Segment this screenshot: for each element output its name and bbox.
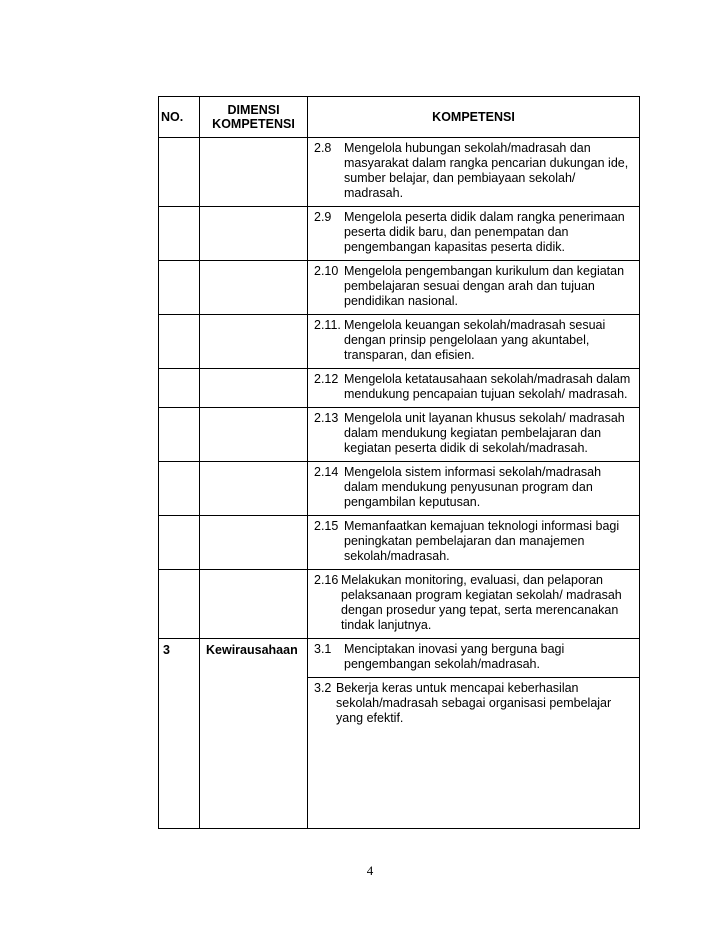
competency-text: Mengelola hubungan sekolah/madrasah dan masyarakat dalam rangka pencarian dukungan ide, sumber belajar, dan pembiayaan sekolah/ madrasah. [344, 141, 629, 200]
header-dimensi-kompetensi [200, 97, 308, 138]
no-cell [159, 261, 200, 315]
table-row [159, 516, 640, 570]
table-row [159, 570, 640, 639]
kompetensi-cell [308, 462, 640, 516]
dimensi-cell [200, 516, 308, 570]
no-cell [159, 207, 200, 261]
competency-number: 3.1 [314, 642, 332, 656]
header-dimensi-line1: DIMENSI [227, 103, 280, 117]
competency-number: 2.10 [314, 264, 339, 278]
competency-item [308, 462, 639, 515]
competency-item [308, 315, 639, 368]
header-kompetensi: KOMPETENSI [308, 97, 640, 138]
table-row [159, 639, 640, 678]
dimensi-cell [200, 315, 308, 369]
kompetensi-cell [308, 639, 640, 678]
no-cell [159, 570, 200, 639]
competency-number: 2.11. [314, 318, 341, 332]
table-row [159, 462, 640, 516]
kompetensi-cell [308, 138, 640, 207]
table-row [159, 369, 640, 408]
competency-text: Mengelola sistem informasi sekolah/madrasah dalam mendukung penyusunan program dan pengambilan keputusan. [344, 465, 602, 509]
competency-number: 2.16 [314, 573, 339, 587]
competency-text: Memanfaatkan kemajuan teknologi informasi bagi peningkatan pembelajaran dan manajemen sekolah/madrasah. [344, 519, 620, 563]
kompetensi-cell [308, 261, 640, 315]
competency-number: 3.2 [314, 681, 332, 695]
competency-text: Mengelola peserta didik dalam rangka penerimaan peserta didik baru, dan penempatan dan pengembangan kapasitas peserta didik. [344, 210, 625, 254]
competency-item [308, 369, 639, 407]
kompetensi-cell [308, 678, 640, 829]
no-cell [159, 462, 200, 516]
competency-item [308, 570, 639, 638]
competency-number: 2.9 [314, 210, 332, 224]
dimensi-cell [200, 261, 308, 315]
competency-number: 2.14 [314, 465, 339, 479]
competency-text: Mengelola ketatausahaan sekolah/madrasah dalam mendukung pencapaian tujuan sekolah/ madrasah. [344, 372, 631, 401]
kompetensi-cell [308, 315, 640, 369]
header-dimensi-line2: KOMPETENSI [212, 117, 295, 131]
no-cell: 3 [159, 639, 200, 829]
competency-item [308, 678, 639, 731]
no-cell [159, 138, 200, 207]
competency-item [308, 639, 639, 677]
dimensi-cell: Kewirausahaan [200, 639, 308, 829]
table-row [159, 207, 640, 261]
kompetensi-cell [308, 369, 640, 408]
competency-text: Bekerja keras untuk mencapai keberhasilan sekolah/madrasah sebagai organisasi pembelajar yang efektif. [336, 681, 612, 725]
kompetensi-cell [308, 516, 640, 570]
kompetensi-cell [308, 408, 640, 462]
dimensi-cell [200, 369, 308, 408]
no-cell [159, 516, 200, 570]
header-no: NO. [159, 97, 200, 138]
competency-number: 2.13 [314, 411, 339, 425]
dimensi-cell [200, 207, 308, 261]
dimensi-cell [200, 570, 308, 639]
table-row [159, 408, 640, 462]
competency-number: 2.12 [314, 372, 339, 386]
table-header-row [159, 97, 640, 138]
table-row [159, 315, 640, 369]
table-row [159, 138, 640, 207]
competency-number: 2.15 [314, 519, 339, 533]
competency-item [308, 408, 639, 461]
competency-text: Mengelola keuangan sekolah/madrasah sesuai dengan prinsip pengelolaan yang akuntabel, transparan, dan efisien. [344, 318, 606, 362]
competency-item [308, 261, 639, 314]
competency-text: Mengelola unit layanan khusus sekolah/ madrasah dalam mendukung kegiatan pembelajaran dan kegiatan peserta didik di sekolah/madrasah. [344, 411, 625, 455]
competency-number: 2.8 [314, 141, 332, 155]
competency-text: Mengelola pengembangan kurikulum dan kegiatan pembelajaran sesuai dengan arah dan tujuan pendidikan nasional. [344, 264, 625, 308]
no-cell [159, 408, 200, 462]
competency-table [158, 96, 640, 829]
competency-item [308, 516, 639, 569]
kompetensi-cell [308, 570, 640, 639]
table-row [159, 261, 640, 315]
dimensi-cell [200, 138, 308, 207]
competency-item [308, 138, 639, 206]
kompetensi-cell [308, 207, 640, 261]
competency-text: Menciptakan inovasi yang berguna bagi pengembangan sekolah/madrasah. [344, 642, 565, 671]
dimensi-cell [200, 408, 308, 462]
competency-text: Melakukan monitoring, evaluasi, dan pelaporan pelaksanaan program kegiatan sekolah/ madrasah dengan prosedur yang tepat, serta merencanakan tindak lanjutnya. [341, 573, 622, 632]
dimensi-cell [200, 462, 308, 516]
page-number: 4 [366, 863, 374, 878]
no-cell [159, 315, 200, 369]
competency-item [308, 207, 639, 260]
no-cell [159, 369, 200, 408]
